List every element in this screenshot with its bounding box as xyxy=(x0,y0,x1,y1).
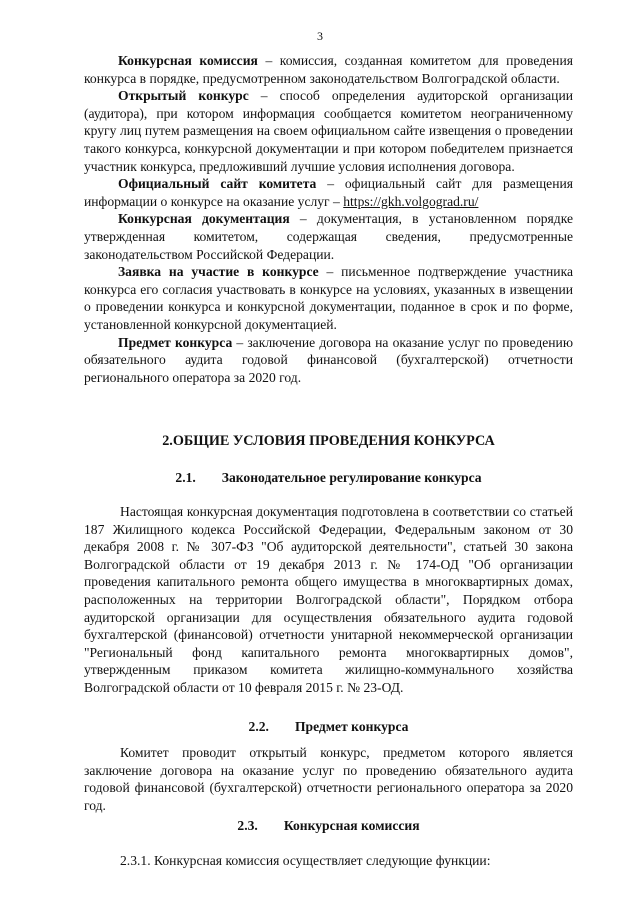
subsection-2-3-body xyxy=(84,852,573,870)
definition-term: Открытый конкурс xyxy=(118,88,249,104)
subsection-number: 2.2. xyxy=(248,719,269,734)
definition-term: Официальный сайт комитета xyxy=(118,176,317,192)
subsection-2-3-heading xyxy=(84,817,573,835)
subsection-paragraph: Комитет проводит открытый конкурс, предметом которого является заключение договора на оказание услуг по проведению обязательного аудита годовой финансовой (бухгалтерской) отчетности регионального оператора за 2020 год. xyxy=(84,745,573,813)
definition-text: – заключение договора на оказание услуг по проведению обязательного аудита годовой финансовой (бухгалтерской) отчетности регионального оператора за 2020 год. xyxy=(84,334,573,385)
section-title: 2.ОБЩИЕ УСЛОВИЯ ПРОВЕДЕНИЯ КОНКУРСА xyxy=(162,433,495,449)
page-number: 3 xyxy=(317,29,323,43)
subsection-title: Предмет конкурса xyxy=(294,719,409,734)
definition-term: Заявка на участие в конкурсе xyxy=(118,264,319,280)
subsection-2-1-body xyxy=(84,503,573,697)
subsection-number: 2.1. xyxy=(175,470,196,485)
section-heading-block xyxy=(84,433,573,451)
definition-paragraph xyxy=(84,87,573,175)
definition-text: – комиссия, созданная комитетом для проведения конкурса в порядке, предусмотренном законодательством Волгоградской области. xyxy=(84,53,573,86)
definition-paragraph xyxy=(84,334,573,387)
definition-paragraph xyxy=(84,175,573,210)
definition-term: Предмет конкурса xyxy=(118,334,233,350)
subsection-item: 2.3.1. Конкурсная комиссия осуществляет следующие функции: xyxy=(120,853,491,868)
definition-text: – документация, в установленном порядке утвержденная комитетом, содержащая сведения, предусмотренные законодательством Российской Федерации. xyxy=(84,211,574,262)
definition-paragraph xyxy=(84,210,573,263)
official-site-link[interactable]: https://gkh.volgograd.ru/ xyxy=(343,193,479,209)
subsection-paragraph: Настоящая конкурсная документация подготовлена в соответствии со статьей 187 Жилищного кодекса Российской Федерации, Федеральным законом от 30 декабря 2008 г. № 307-ФЗ "Об аудиторской деятельности", статьей 30 закона Волгоградской области от 19 декабря 2013 г. № 174-ОД "Об организации проведения капитального ремонта общего имущества в многоквартирных домах, расположенных на территории Волгоградской области", Порядком отбора аудиторской организации для осуществления обязательного аудита годовой бухгалтерской (финансовой) отчетности унитарной некоммерческой организации "Региональный фонд капитального ремонта многоквартирных домов", утвержденным приказом комитета жилищно-коммунального хозяйства Волгоградской области от 10 февраля 2015 г. № 23-ОД. xyxy=(84,504,573,695)
subsection-title: Конкурсная комиссия xyxy=(283,818,420,833)
definitions-block xyxy=(84,52,573,386)
definition-paragraph xyxy=(84,263,573,333)
subsection-2-1-heading xyxy=(84,469,573,487)
subsection-2-2-body xyxy=(84,744,573,814)
subsection-title: Законодательное регулирование конкурса xyxy=(221,470,482,485)
definition-term: Конкурсная документация xyxy=(118,211,290,227)
subsection-2-2-heading xyxy=(84,718,573,736)
definition-text: – официальный сайт для размещения информации о конкурсе на оказание услуг – xyxy=(84,176,573,209)
definition-text: – способ определения аудиторской организации (аудитора), при котором информация сообщается комитетом неограниченному кругу лиц путем размещения на своем официальном сайте извещения о проведении такого конкурса, конкурсной документации и при котором победителем признается участник конкурса, предложивший лучшие условия исполнения договора. xyxy=(84,88,573,174)
definition-text: – письменное подтверждение участника конкурса его согласия участвовать в конкурсе на условиях, указанных в извещении о проведении конкурса и конкурсной документации, поданное в срок и по форме, установленной конкурсной документацией. xyxy=(84,264,573,332)
subsection-number: 2.3. xyxy=(237,818,258,833)
definition-term: Конкурсная комиссия xyxy=(118,53,258,68)
definition-paragraph xyxy=(84,52,573,87)
